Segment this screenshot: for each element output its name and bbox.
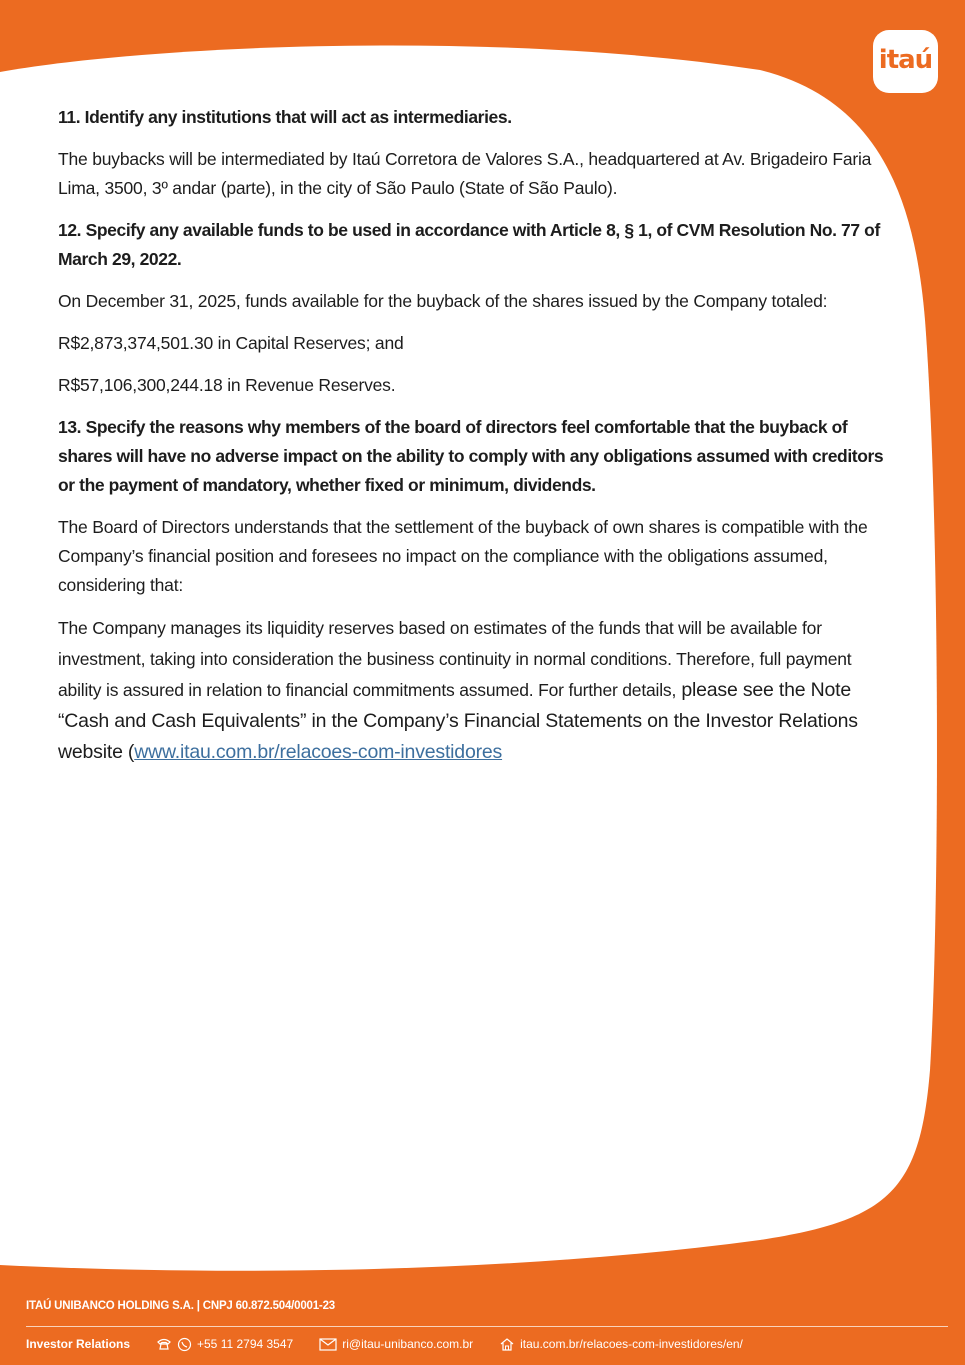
section-12-body: On December 31, 2025, funds available for the buyback of the shares issued by the Company totaled:: [58, 291, 828, 311]
footer-phone[interactable]: [156, 1337, 293, 1352]
investor-relations-link[interactable]: www.itau.com.br/relacoes-com-investidores: [134, 741, 503, 763]
section-11-heading: 11. Identify any institutions that will act as intermediaries.: [58, 107, 512, 127]
footer-phone-number: +55 11 2794 3547: [197, 1337, 294, 1351]
revenue-reserves-line: R$57,106,300,244.18 in Revenue Reserves.: [58, 375, 396, 395]
footer-divider: [26, 1326, 948, 1327]
email-icon: [319, 1338, 337, 1351]
home-icon: [499, 1337, 515, 1352]
section-13-body-2b: please see the Note “Cash and Cash Equivalents” in the Company’s Financial Statements on the Investor Relations website (: [58, 679, 858, 763]
footer-email[interactable]: [319, 1337, 473, 1351]
footer-investor-relations: Investor Relations: [26, 1337, 131, 1351]
capital-reserves-line: R$2,873,374,501.30 in Capital Reserves; and: [58, 333, 404, 353]
footer-website[interactable]: [499, 1337, 743, 1352]
footer-company-info: ITAÚ UNIBANCO HOLDING S.A. | CNPJ 60.872.504/0001-23: [26, 1300, 335, 1312]
section-12-heading: 12. Specify any available funds to be used in accordance with Article 8, § 1, of CVM Resolution No. 77 of March 29, 2022.: [58, 220, 880, 269]
section-13-heading: 13. Specify the reasons why members of the board of directors feel comfortable that the buyback of shares will have no adverse impact on the ability to comply with any obligations assumed with creditors or the payment of mandatory, whether fixed or minimum, dividends.: [58, 417, 884, 495]
logo-text: itaú: [878, 44, 933, 75]
section-13-body-2a: The Company manages its liquidity reserves based on estimates of the funds that will be available for investment, taking into consideration the business continuity in normal conditions. Therefore, full payment ability is assured in relation to financial commitments assumed. For further details,: [58, 618, 852, 700]
section-11-body: The buybacks will be intermediated by Itaú Corretora de Valores S.A., headquartered at Av. Brigadeiro Faria Lima, 3500, 3º andar (parte), in the city of São Paulo (State of São Paulo).: [58, 149, 872, 198]
document-body: [58, 103, 888, 781]
itau-logo: [873, 30, 938, 93]
phone-icon: [156, 1337, 172, 1351]
whatsapp-icon: [177, 1337, 192, 1352]
section-13-body-2: [58, 613, 888, 768]
footer-contacts: [26, 1334, 948, 1354]
footer-email-address: ri@itau-unibanco.com.br: [342, 1337, 474, 1351]
section-13-body-1: The Board of Directors understands that the settlement of the buyback of own shares is compatible with the Company’s financial position and foresees no impact on the compliance with the obligations assumed, considering that:: [58, 517, 868, 595]
footer-website-url: itau.com.br/relacoes-com-investidores/en/: [520, 1337, 743, 1351]
